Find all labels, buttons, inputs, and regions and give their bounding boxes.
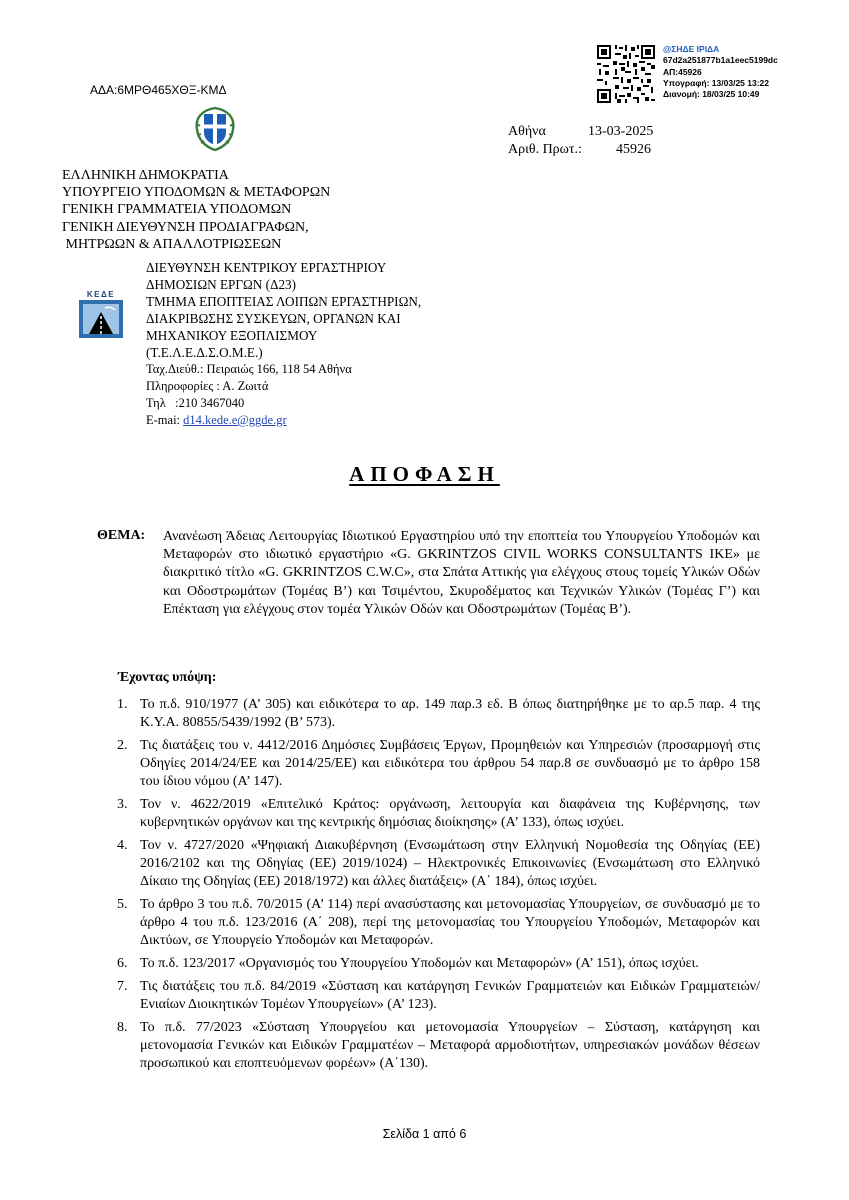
contact-email-row — [146, 412, 421, 429]
directorate-line: (Τ.Ε.Λ.Ε.Δ.Σ.Ο.Μ.Ε.) — [146, 345, 263, 360]
item-number: 2. — [117, 737, 128, 753]
considering-heading: Έχοντας υπόψη: — [118, 670, 217, 685]
email-label: E-mai: — [146, 413, 184, 427]
contact-phone: Τηλ :210 3467040 — [146, 396, 245, 410]
item-text: Τον ν. 4727/2020 «Ψηφιακή Διακυβέρνηση (Ενσωμάτωση στην Ελληνική Νομοθεσία της Οδηγίας (ΕΕ) 2016/2102 και της Οδηγίας (ΕΕ) 2019/1024) – Ηλεκτρονικές Επικοινωνίες (Ενσωμάτωση στο Ελληνικό Δίκαιο της Οδηγίας (ΕΕ) 2018/1972) και άλλες διατάξεις» (Α΄ 184), όπως ισχύει. — [140, 837, 760, 890]
list-item — [117, 696, 760, 732]
date-protocol-block — [508, 123, 654, 159]
directorate-line: ΔΗΜΟΣΙΩΝ ΕΡΓΩΝ (Δ23) — [146, 277, 297, 292]
document-title — [0, 462, 849, 487]
stamp-distribution-date: Διανομή: 18/03/25 10:49 — [663, 89, 760, 100]
contact-info: Πληροφορίες : Α. Ζωιτά — [146, 379, 269, 393]
ada-code: ΑΔΑ:6ΜΡΘ465ΧΘΞ-ΚΜΔ — [90, 83, 227, 97]
list-item — [117, 955, 760, 973]
directorate-line: ΤΜΗΜΑ ΕΠΟΠΤΕΙΑΣ ΛΟΙΠΩΝ ΕΡΓΑΣΤΗΡΙΩΝ, — [146, 294, 422, 309]
email-link[interactable]: d14.kede.e@ggde.gr — [183, 413, 287, 427]
org-line: ΓΕΝΙΚΗ ΓΡΑΜΜΑΤΕΙΑ ΥΠΟΔΟΜΩΝ — [62, 202, 292, 218]
item-number: 4. — [117, 837, 128, 853]
considering-list — [117, 696, 760, 1078]
list-item — [117, 737, 760, 792]
protocol-label: Αριθ. Πρωτ.: — [508, 142, 582, 157]
org-line: ΕΛΛΗΝΙΚΗ ΔΗΜΟΚΡΑΤΙΑ — [62, 168, 229, 183]
item-text: Τις διατάξεις του ν. 4412/2016 Δημόσιες Συμβάσεις Έργων, Προμηθειών και Υπηρεσιών (προσαρμογή στις Οδηγίες 2014/24/ΕΕ και 2014/25/ΕΕ) και ειδικότερα του άρθρου 54 παρ.8 σε συνδυασμό με το άρθρο 158 του ίδιου νόμου (Α’ 147). — [140, 737, 760, 790]
list-item — [117, 978, 760, 1014]
item-number: 8. — [117, 1019, 128, 1035]
stamp-system: @ΣΗΔΕ ΙΡΙΔΑ — [663, 44, 720, 54]
item-number: 7. — [117, 978, 128, 994]
stamp-protocol: ΑΠ:45926 — [663, 66, 702, 77]
item-number: 3. — [117, 797, 128, 813]
subject-paragraph: Ανανέωση Άδειας Λειτουργίας Ιδιωτικού Εργαστηρίου υπό την εποπτεία του Υπουργείου Υποδομών και Μεταφορών στο ιδιωτικό εργαστήριο «G. GKRINTZOS CIVIL WORKS CONSULTANTS IKE» με διακριτικό τίτλο «G. GKRINTZOS C.W.C», στα Σπάτα Αττικής για ελέγχους στους τομείς Υλικών Οδών και Οδοστρωμάτων (Τομέας Β’) και Τσιμέντου, Σκυροδέματος και Τεχνικών Υλικών (Τομέας Γ’) και Επέκταση για ελέγχους στον τομέα Υλικών Οδών και Οδοστρωμάτων (Τομέας Β’). — [163, 529, 760, 617]
protocol-number: 45926 — [616, 142, 651, 157]
subject-text — [163, 528, 760, 619]
item-text: Τον ν. 4622/2019 «Επιτελικό Κράτος: οργάνωση, λειτουργία και διαφάνεια της Κυβέρνησης, των κυβερνητικών οργάνων και της κεντρικής δημόσιας διοίκησης» (Α’ 133), όπως ισχύει. — [140, 797, 760, 831]
signature-stamp — [663, 44, 778, 100]
directorate-line: ΔΙΕΥΘΥΝΣΗ ΚΕΝΤΡΙΚΟΥ ΕΡΓΑΣΤΗΡΙΟΥ — [146, 260, 387, 275]
city-label: Αθήνα — [508, 124, 546, 139]
list-item — [117, 1019, 760, 1074]
stamp-signature-date: Υπογραφή: 13/03/25 13:22 — [663, 77, 769, 88]
list-item — [117, 837, 760, 892]
item-text: Το π.δ. 77/2023 «Σύσταση Υπουργείου και μετονομασία Υπουργείων – Σύσταση, κατάργηση και μετονομασία Γενικών και Ειδικών Γραμματέων – Μεταφορά αρμοδιοτήτων, υπηρεσιακών μονάδων θέσεων προσωπικού και εποπτευόμενων φορέων» (Α΄130). — [140, 1019, 760, 1072]
title-text: ΑΠΟΦΑΣΗ — [349, 462, 500, 486]
org-line: ΥΠΟΥΡΓΕΙΟ ΥΠΟΔΟΜΩΝ & ΜΕΤΑΦΟΡΩΝ — [62, 185, 331, 201]
item-number: 6. — [117, 956, 128, 972]
kede-logo-icon — [75, 288, 127, 340]
item-text: Τις διατάξεις του π.δ. 84/2019 «Σύσταση και κατάργηση Γενικών Γραμματειών και Ειδικών Γραμματειών/ Ενιαίων Διοικητικών Τομέων Υπουργείων» (Α’ 123). — [140, 978, 760, 1013]
organization-header — [62, 167, 330, 253]
directorate-line: ΔΙΑΚΡΙΒΩΣΗΣ ΣΥΣΚΕΥΩΝ, ΟΡΓΑΝΩΝ ΚΑΙ — [146, 311, 401, 326]
list-item — [117, 896, 760, 951]
directorate-line: ΜΗΧΑΝΙΚΟΥ ΕΞΟΠΛΙΣΜΟΥ — [146, 328, 318, 343]
stamp-hash: 67d2a251877b1a1eec5199dc — [663, 55, 778, 66]
document-date: 13-03-2025 — [588, 124, 654, 139]
subject-label: ΘΕΜΑ: — [97, 528, 146, 543]
item-number: 1. — [117, 697, 128, 712]
greek-emblem-icon — [192, 106, 238, 152]
item-number: 5. — [117, 897, 128, 913]
directorate-block — [146, 259, 421, 429]
item-text: Το π.δ. 910/1977 (Α’ 305) και ειδικότερα το αρ. 149 παρ.3 εδ. Β όπως διατηρήθηκε με το αρ.5 παρ. 4 της Κ.Υ.Α. 80855/5439/1992 (Β’ 573). — [140, 697, 760, 731]
qr-code — [597, 45, 655, 103]
item-text: Το π.δ. 123/2017 «Οργανισμός του Υπουργείου Υποδομών και Μεταφορών» (Α’ 151), όπως ισχύει. — [140, 956, 699, 972]
contact-address: Ταχ.Διεύθ.: Πειραιώς 166, 118 54 Αθήνα — [146, 362, 352, 376]
kede-logo-text: ΚΕΔΕ — [86, 290, 116, 299]
page-number-footer: Σελίδα 1 από 6 — [382, 1127, 467, 1141]
list-item — [117, 796, 760, 832]
item-text: Το άρθρο 3 του π.δ. 70/2015 (Α’ 114) περί ανασύστασης και μετονομασίας Υπουργείων, σε συνδυασμό με το άρθρο 4 του π.δ. 123/2016 (Α΄ 208), περί της μετονομασίας του Υπουργείου Υποδομών, Μεταφορών και Δικτύων, σε Υπουργείο Υποδομών και Μεταφορών. — [140, 897, 760, 949]
org-line: ΜΗΤΡΩΩΝ & ΑΠΑΛΛΟΤΡΙΩΣΕΩΝ — [62, 236, 282, 252]
org-line: ΓΕΝΙΚΗ ΔΙΕΥΘΥΝΣΗ ΠΡΟΔΙΑΓΡΑΦΩΝ, — [62, 219, 309, 235]
